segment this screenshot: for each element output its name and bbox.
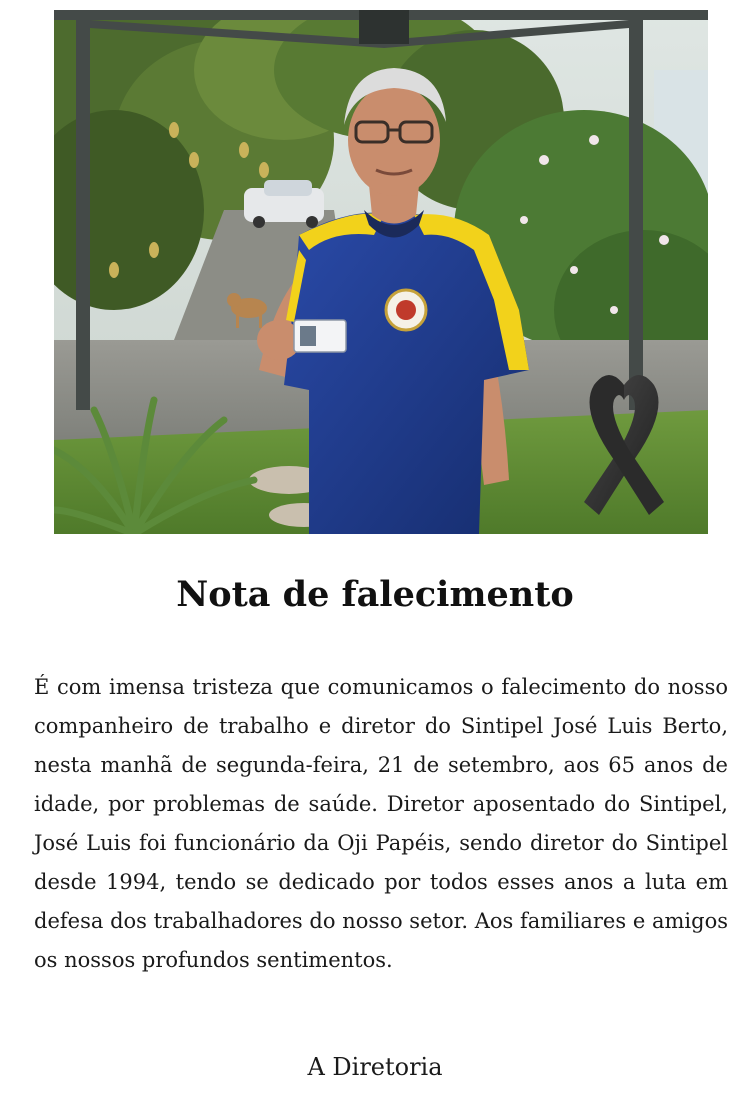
notice-body: É com imensa tristeza que comunicamos o falecimento do nosso companheiro de trabalho e diretor do Sintipel José Luis Berto, nesta manhã de segunda-feira, 21 de setembro, aos 65 anos de idade, por problemas de saúde. Diretor aposentado do Sintipel, José Luis foi funcionário da Oji Papéis, sendo diretor do Sintipel desde 1994, tendo se dedicado por todos esses anos a luta em defesa dos trabalhadores do nosso setor. Aos familiares e amigos os nossos profundos sentimentos. [34, 675, 728, 972]
notice-title: Nota de falecimento [176, 574, 574, 615]
memorial-photo-illustration [54, 10, 708, 534]
memorial-photo [54, 10, 708, 534]
notice-signature: A Diretoria [307, 1053, 443, 1081]
